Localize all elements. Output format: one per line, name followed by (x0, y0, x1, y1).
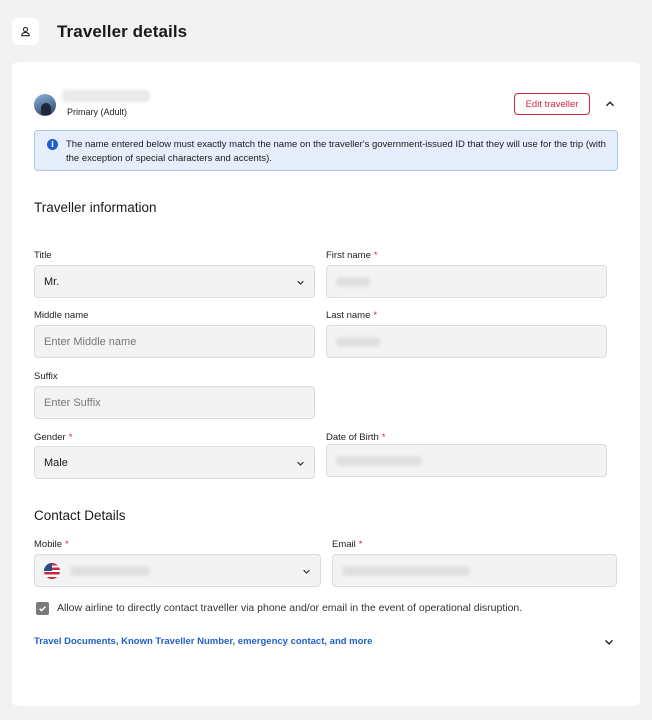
dob-label: Date of Birth * (326, 432, 386, 443)
info-icon: i (47, 139, 58, 150)
last-name-field[interactable] (326, 325, 607, 358)
email-redacted (342, 566, 470, 576)
suffix-field[interactable] (34, 386, 315, 419)
gender-value: Male (44, 456, 68, 469)
more-details-link[interactable]: Travel Documents, Known Traveller Number, emergency contact, and more (34, 636, 373, 647)
dob-field[interactable] (326, 444, 607, 477)
first-name-label: First name * (326, 250, 378, 261)
chevron-up-icon[interactable] (602, 96, 618, 112)
allow-contact-label[interactable]: Allow airline to directly contact traveller via phone and/or email in the event of operational disruption. (57, 602, 523, 614)
chevron-down-icon (296, 278, 305, 287)
us-flag-icon[interactable] (44, 563, 60, 579)
title-label: Title (34, 250, 52, 261)
check-icon (38, 604, 47, 613)
edit-traveller-button[interactable]: Edit traveller (514, 93, 590, 115)
traveller-card (12, 62, 640, 706)
gender-select[interactable] (34, 446, 315, 479)
mobile-field[interactable] (34, 554, 321, 587)
mobile-label: Mobile * (34, 539, 69, 550)
dob-redacted (336, 456, 422, 466)
traveller-summary (34, 90, 618, 120)
traveller-role: Primary (Adult) (67, 107, 128, 117)
suffix-placeholder: Enter Suffix (44, 396, 101, 409)
page-header (12, 18, 187, 45)
page-title: Traveller details (57, 21, 188, 41)
email-label: Email * (332, 539, 363, 550)
traveller-name-redacted (62, 90, 150, 102)
title-value: Mr. (44, 275, 60, 288)
mobile-number-redacted (70, 566, 150, 576)
first-name-field[interactable] (326, 265, 607, 298)
chevron-down-icon[interactable] (602, 635, 616, 649)
middle-name-placeholder: Enter Middle name (44, 335, 137, 348)
last-name-redacted (336, 337, 380, 347)
email-field[interactable] (332, 554, 617, 587)
avatar (34, 94, 56, 116)
middle-name-label: Middle name (34, 310, 89, 321)
traveller-information-heading: Traveller information (34, 200, 157, 215)
chevron-down-icon (296, 459, 305, 468)
last-name-label: Last name * (326, 310, 378, 321)
gender-label: Gender * (34, 432, 73, 443)
first-name-redacted (336, 277, 370, 287)
contact-details-heading: Contact Details (34, 508, 126, 523)
middle-name-field[interactable] (34, 325, 315, 358)
person-icon (12, 18, 39, 45)
id-match-notice (34, 130, 618, 171)
allow-contact-checkbox[interactable] (36, 602, 49, 615)
notice-text: The name entered below must exactly match the name on the traveller's government-issued ID that they will use for the trip (with the exception of special characters and accents). (66, 139, 606, 164)
chevron-down-icon (302, 567, 311, 576)
suffix-label: Suffix (34, 371, 58, 382)
title-select[interactable] (34, 265, 315, 298)
